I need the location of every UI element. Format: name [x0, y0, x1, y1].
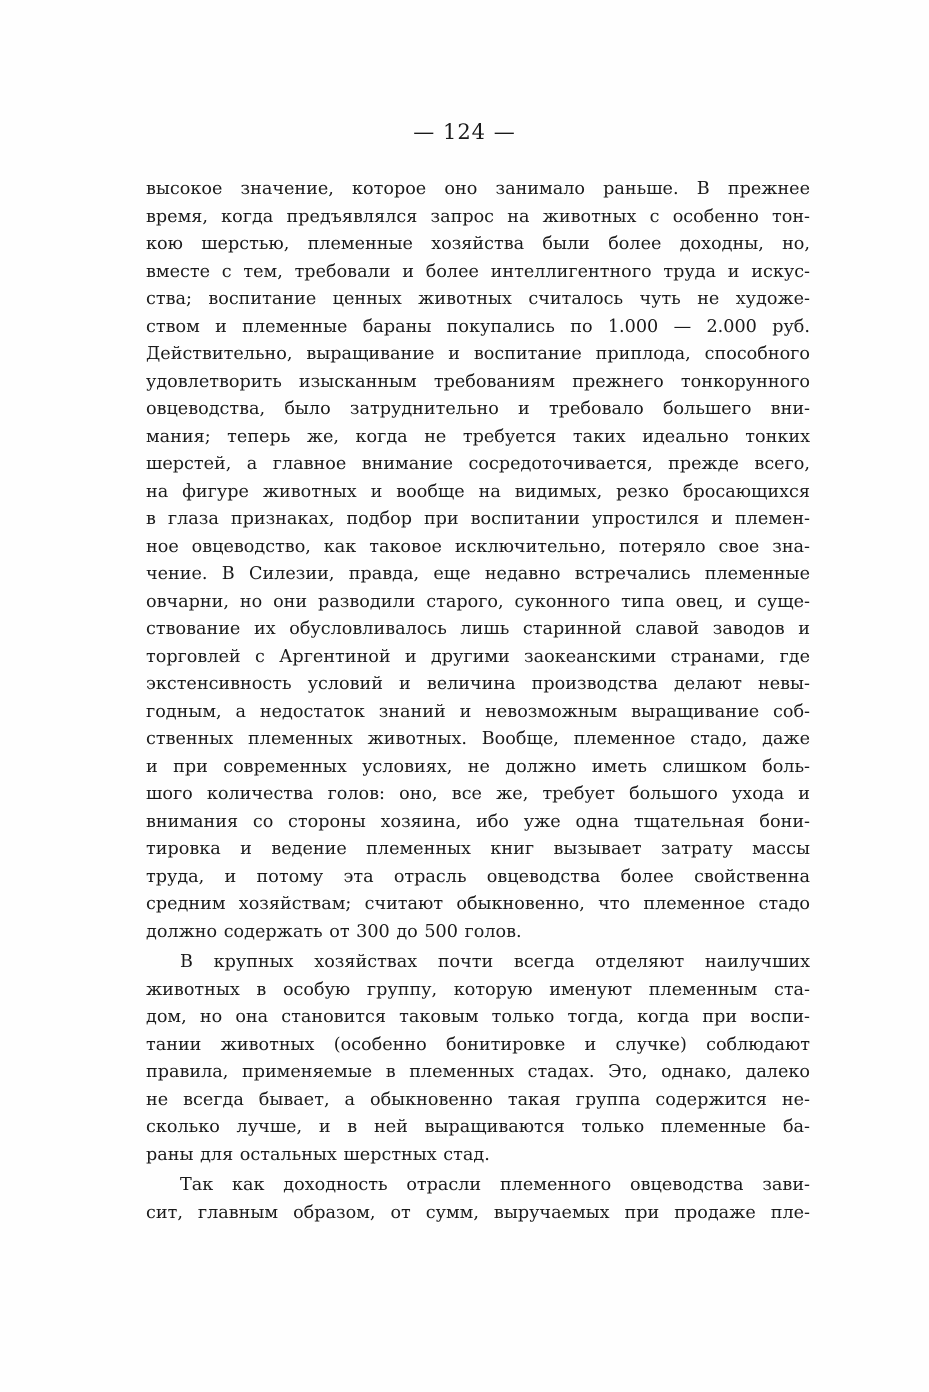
text-line: кою шерстью, племенные хозяйства были более доходны, но, [146, 234, 810, 254]
text-line: торговлей с Аргентиной и другими заокеанскими странами, где [146, 646, 810, 667]
text-line: шерстей, а главное внимание сосредоточивается, прежде всего, [146, 454, 810, 474]
text-line: вместе с тем, требовали и более интеллигентного труда и искус- [146, 261, 810, 282]
text-line: сколько лучше, и в ней выращиваются только племенные ба- [146, 1117, 810, 1137]
text-line: В крупных хозяйствах почти всегда отделяют наилучших [180, 952, 810, 972]
paragraph [146, 176, 810, 946]
text-line: годным, а недостаток знаний и невозможным выращивание соб- [146, 701, 810, 722]
text-line: чение. В Силезии, правда, еще недавно встречались племенные [146, 564, 810, 584]
text-line: ства; воспитание ценных животных считалось чуть не художе- [146, 289, 810, 309]
text-line: время, когда предъявлялся запрос на животных с особенно тон- [146, 206, 810, 227]
text-line: тировка и ведение племенных книг вызывает затрату массы [146, 839, 810, 859]
text-line: ственных племенных животных. Вообще, племенное стадо, даже [146, 729, 810, 749]
text-line: и при современных условиях, не должно иметь слишком боль- [146, 756, 810, 777]
text-line: раны для остальных шерстных стад. [146, 1144, 490, 1165]
text-line: правила, применяемые в племенных стадах. Это, однако, далеко [146, 1062, 810, 1082]
paragraph [146, 1172, 810, 1227]
body-text [146, 176, 810, 1227]
text-line: внимания со стороны хозяина, ибо уже одна тщательная бони- [146, 811, 810, 832]
text-line: труда, и потому эта отрасль овцеводства более свойственна [146, 866, 810, 887]
text-line: ством и племенные бараны покупались по 1.000 — 2.000 руб. [146, 316, 810, 337]
text-line: Так как доходность отрасли племенного овцеводства зави- [180, 1175, 810, 1195]
text-line: животных в особую группу, которую именуют племенным ста- [146, 979, 810, 1000]
text-line: в глаза признаках, подбор при воспитании упростился и племен- [146, 509, 810, 529]
text-line: мания; теперь же, когда не требуется таких идеально тонких [146, 426, 810, 447]
text-line: высокое значение, которое оно занимало раньше. В прежнее [146, 179, 810, 199]
text-line: должно содержать от 300 до 500 голов. [146, 921, 522, 942]
text-line: на фигуре животных и вообще на видимых, резко бросающихся [146, 481, 810, 502]
text-line: Действительно, выращивание и воспитание приплода, способного [146, 344, 810, 364]
paragraph [146, 949, 810, 1169]
text-line: овчарни, но они разводили старого, суконного типа овец, и суще- [146, 591, 810, 612]
text-line: удовлетворить изысканным требованиям прежнего тонкорунного [146, 371, 810, 392]
text-line: не всегда бывает, а обыкновенно такая группа содержится не- [146, 1089, 810, 1110]
text-line: тании животных (особенно бонитировке и случке) соблюдают [146, 1034, 810, 1055]
text-line: шого количества голов: оно, все же, требует большого ухода и [146, 784, 810, 804]
page-number: — 124 — [413, 120, 516, 144]
text-line: средним хозяйствам; считают обыкновенно, что племенное стадо [146, 894, 810, 914]
text-line: сит, главным образом, от сумм, выручаемых при продаже пле- [146, 1202, 810, 1223]
text-line: ное овцеводство, как таковое исключительно, потеряло свое зна- [146, 536, 810, 557]
text-line: овцеводства, было затруднительно и требовало большего вни- [146, 399, 810, 419]
text-line: ствование их обусловливалось лишь старинной славой заводов и [146, 619, 810, 639]
text-line: экстенсивность условий и величина производства делают невы- [146, 674, 810, 694]
text-line: дом, но она становится таковым только тогда, когда при воспи- [146, 1007, 810, 1027]
